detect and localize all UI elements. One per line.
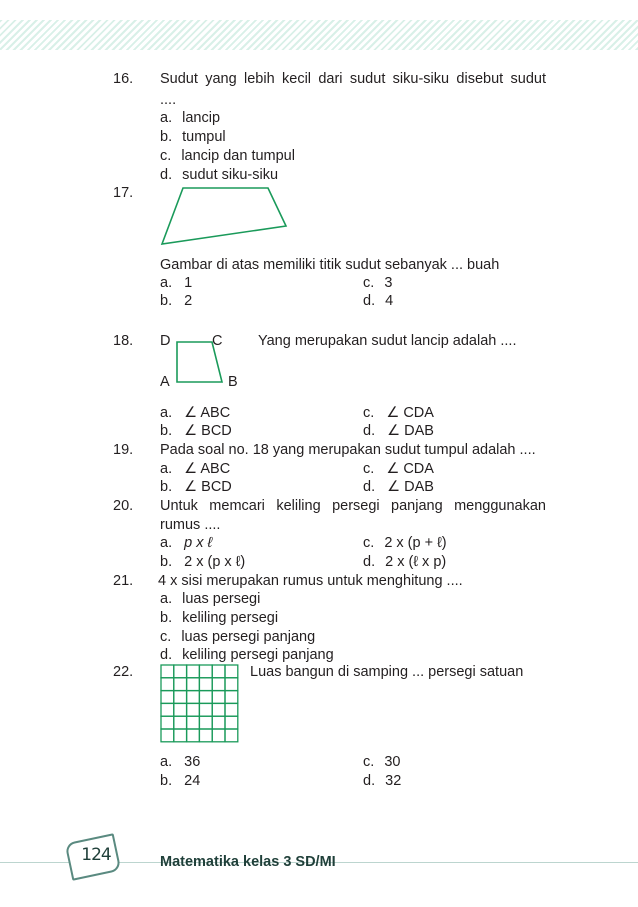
q18-option-b: b. ∠ BCD [160, 423, 232, 439]
q18-label-b: B [228, 374, 238, 390]
grid-cell [199, 729, 212, 742]
grid-cell [174, 716, 187, 729]
q18-label-d: D [160, 333, 171, 349]
q17-option-d: d. 4 [363, 293, 394, 309]
q21-option-c: c. luas persegi panjang [160, 629, 316, 645]
q18-label-c: C [212, 333, 223, 349]
grid-cell [161, 729, 174, 742]
grid-cell [225, 665, 238, 678]
grid-cell [212, 703, 225, 716]
grid-cell [199, 703, 212, 716]
q18-option-a: a. ∠ ABC [160, 405, 231, 421]
book-title: Matematika kelas 3 SD/MI [160, 854, 336, 870]
q22-text: Luas bangun di samping ... persegi satuan [250, 664, 524, 680]
q20-text: Untuk memcari keliling persegi panjang menggunakan [160, 498, 546, 514]
grid-cell [161, 703, 174, 716]
q16-option-a: a. lancip [160, 110, 221, 126]
q20-number: 20. [113, 498, 134, 514]
q19-option-c: c. ∠ CDA [363, 461, 434, 477]
q16-cont: .... [160, 92, 177, 108]
q19-option-b: b. ∠ BCD [160, 479, 232, 495]
q16-option-b: b. tumpul [160, 129, 226, 145]
q16-number: 16. [113, 71, 134, 87]
q17-quadrilateral-figure [155, 186, 290, 248]
q17-option-a: a. 1 [160, 275, 193, 291]
grid-cell [174, 703, 187, 716]
q17-option-c: c. 3 [363, 275, 393, 291]
grid-cell [161, 678, 174, 691]
q18-number: 18. [113, 333, 134, 349]
grid-cell [212, 716, 225, 729]
q18-label-a: A [160, 374, 170, 390]
q20-option-a: a. p x ℓ [160, 535, 213, 551]
grid-cell [212, 678, 225, 691]
q18-option-c: c. ∠ CDA [363, 405, 434, 421]
grid-cell [199, 678, 212, 691]
q20-option-d: d. 2 x (ℓ x p) [363, 554, 447, 570]
q21-option-b: b. keliling persegi [160, 610, 279, 626]
q16-text: Sudut yang lebih kecil dari sudut siku-siku disebut sudut [160, 71, 546, 87]
q17-text: Gambar di atas memiliki titik sudut sebanyak ... buah [160, 257, 500, 273]
q19-text: Pada soal no. 18 yang merupakan sudut tumpul adalah .... [160, 442, 536, 458]
grid-cell [174, 729, 187, 742]
page-number: 124 [81, 845, 111, 865]
grid-cell [225, 703, 238, 716]
grid-cell [212, 665, 225, 678]
grid-cell [199, 665, 212, 678]
grid-cell [187, 665, 200, 678]
q22-option-c: c. 30 [363, 754, 401, 770]
grid-cell [161, 665, 174, 678]
q22-number: 22. [113, 664, 134, 680]
q20-option-b: b. 2 x (p x ℓ) [160, 554, 246, 570]
grid-cell [212, 691, 225, 704]
grid-cell [225, 729, 238, 742]
grid-cell [161, 716, 174, 729]
q21-number: 21. [113, 573, 134, 589]
q20-option-c: c. 2 x (p + ℓ) [363, 535, 447, 551]
grid-cell [212, 729, 225, 742]
grid-cell [225, 716, 238, 729]
q19-option-a: a. ∠ ABC [160, 461, 231, 477]
q17-number: 17. [113, 185, 134, 201]
grid-cell [199, 691, 212, 704]
grid-cell [187, 703, 200, 716]
grid-cell [174, 678, 187, 691]
q22-option-a: a. 36 [160, 754, 201, 770]
q17-option-b: b. 2 [160, 293, 193, 309]
q16-option-c: c. lancip dan tumpul [160, 148, 295, 164]
q20-cont: rumus .... [160, 517, 221, 533]
q18-text: Yang merupakan sudut lancip adalah .... [258, 333, 517, 349]
q18-option-d: d. ∠ DAB [363, 423, 434, 439]
grid-cell [187, 729, 200, 742]
grid-cell [174, 691, 187, 704]
q22-square-grid-figure [160, 664, 240, 744]
q21-text: 4 x sisi merupakan rumus untuk menghitung .... [158, 573, 463, 589]
grid-cell [187, 691, 200, 704]
grid-cell [187, 678, 200, 691]
grid-cell [187, 716, 200, 729]
q19-option-d: d. ∠ DAB [363, 479, 434, 495]
grid-cell [174, 665, 187, 678]
grid-cell [225, 691, 238, 704]
q22-option-d: d. 32 [363, 773, 402, 789]
q19-number: 19. [113, 442, 134, 458]
q22-option-b: b. 24 [160, 773, 201, 789]
header-decoration [0, 20, 638, 50]
q21-option-a: a. luas persegi [160, 591, 261, 607]
q16-option-d: d. sudut siku-siku [160, 167, 279, 183]
grid-cell [225, 678, 238, 691]
grid-cell [199, 716, 212, 729]
grid-cell [161, 691, 174, 704]
q21-option-d: d. keliling persegi panjang [160, 647, 334, 663]
